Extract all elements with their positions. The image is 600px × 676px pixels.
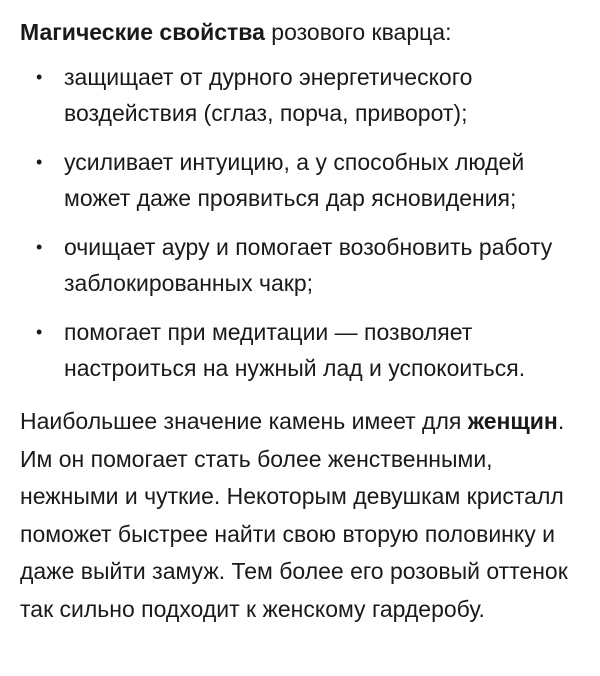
- intro-line: [20, 0, 590, 50]
- bullet-icon: •: [36, 67, 43, 87]
- list-item: [20, 314, 590, 386]
- list-item-text: защищает от дурного энергетического воздействия (сглаз, порча, приворот);: [64, 64, 473, 126]
- article: [20, 0, 590, 628]
- paragraph-bold: женщин: [467, 408, 558, 434]
- bullet-icon: •: [36, 152, 43, 172]
- properties-list: [20, 59, 590, 386]
- intro-bold: Магические свойства: [20, 19, 265, 45]
- intro-rest: розового кварца:: [264, 19, 452, 45]
- bullet-icon: •: [36, 237, 43, 257]
- list-item: [20, 144, 590, 216]
- list-item-text: очищает ауру и помогает возобновить работу заблокированных чакр;: [64, 234, 553, 296]
- paragraph-after: . Им он помогает стать более женственными, нежными и чуткие. Некоторым девушкам кристалл поможет быстрее найти свою вторую половинку и даже выйти замуж. Тем более его розовый оттенок так сильно подходит к женскому гардеробу.: [20, 408, 568, 622]
- list-item: [20, 59, 590, 131]
- list-item: [20, 229, 590, 301]
- paragraph-before: Наибольшее значение камень имеет для: [20, 408, 468, 434]
- list-item-text: усиливает интуицию, а у способных людей может даже проявиться дар ясновидения;: [64, 149, 525, 211]
- bullet-icon: •: [36, 322, 43, 342]
- list-item-text: помогает при медитации — позволяет настроиться на нужный лад и успокоиться.: [64, 319, 526, 381]
- women-paragraph: [20, 403, 590, 628]
